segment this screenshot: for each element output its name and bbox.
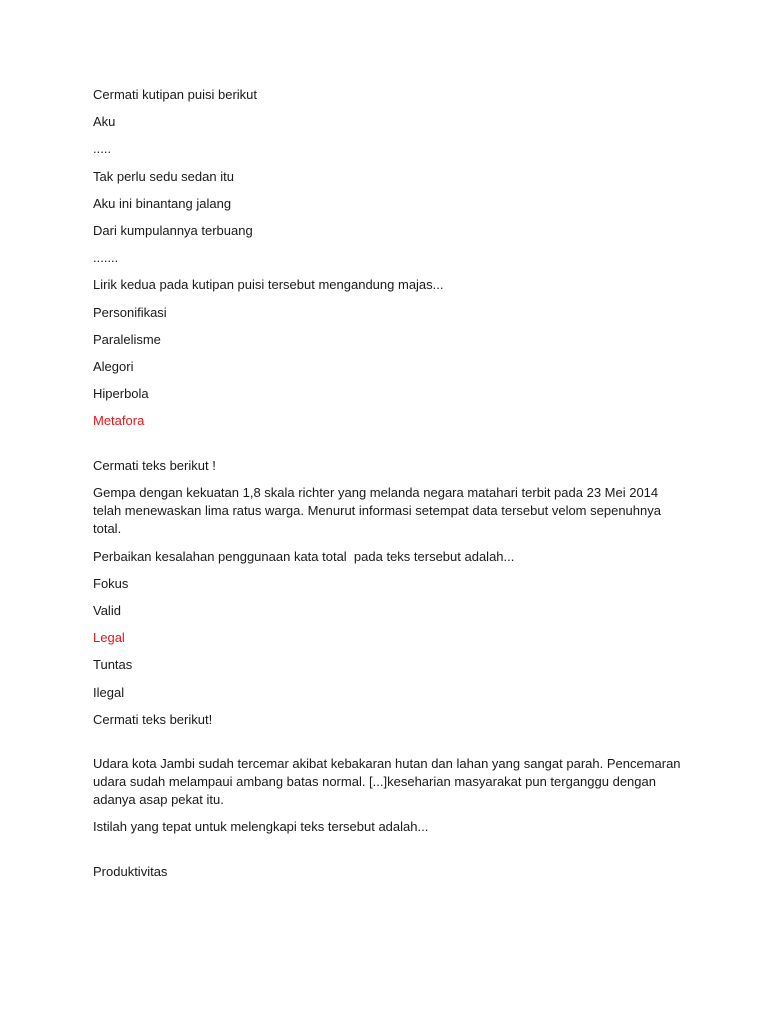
instruction: Cermati kutipan puisi berikut: [93, 87, 258, 102]
poem-line: Aku ini binantang jalang: [93, 195, 232, 211]
passage: Gempa dengan kekuatan 1,8 skala richter yang melanda negara matahari terbit pada 23 Mei 2014 telah menewaskan lima ratus warga. Menurut informasi setempat data tersebut velom sepenuhnya total.: [93, 485, 661, 537]
question-2: [93, 457, 683, 701]
poem-line: .....: [93, 141, 112, 157]
question-1: [93, 86, 683, 430]
question-text: Istilah yang tepat untuk melengkapi teks tersebut adalah...: [93, 818, 429, 834]
poem-line: Tak perlu sedu sedan itu: [93, 168, 234, 184]
answer-option: Tuntas: [93, 657, 133, 673]
answer-option: Hiperbola: [93, 386, 149, 402]
question-3: [93, 711, 683, 881]
poem-line: .......: [93, 250, 119, 266]
document-page: [93, 86, 683, 890]
answer-option: Alegori: [93, 358, 134, 374]
instruction: Cermati teks berikut !: [93, 458, 216, 474]
answer-option: Ilegal: [93, 684, 125, 700]
instruction: Cermati teks berikut!: [93, 711, 213, 727]
correct-answer: Metafora: [93, 413, 145, 429]
answer-option: Personifikasi: [93, 304, 167, 320]
passage: Udara kota Jambi sudah tercemar akibat kebakaran hutan dan lahan yang sangat parah. Pencemaran udara sudah melampaui ambang batas normal. [...]keseharian masyarakat pun terganggu dengan adanya asap pekat itu.: [93, 755, 681, 807]
answer-option: Paralelisme: [93, 331, 161, 347]
answer-option: Produktivitas: [93, 863, 168, 879]
poem-line: Dari kumpulannya terbuang: [93, 222, 253, 238]
question-text: Perbaikan kesalahan penggunaan kata total pada teks tersebut adalah...: [93, 548, 515, 564]
question-text: Lirik kedua pada kutipan puisi tersebut mengandung majas...: [93, 277, 444, 293]
answer-option: Fokus: [93, 575, 129, 591]
correct-answer: Legal: [93, 630, 125, 646]
answer-option: Valid: [93, 603, 121, 618]
poem-line: Aku: [93, 114, 116, 130]
